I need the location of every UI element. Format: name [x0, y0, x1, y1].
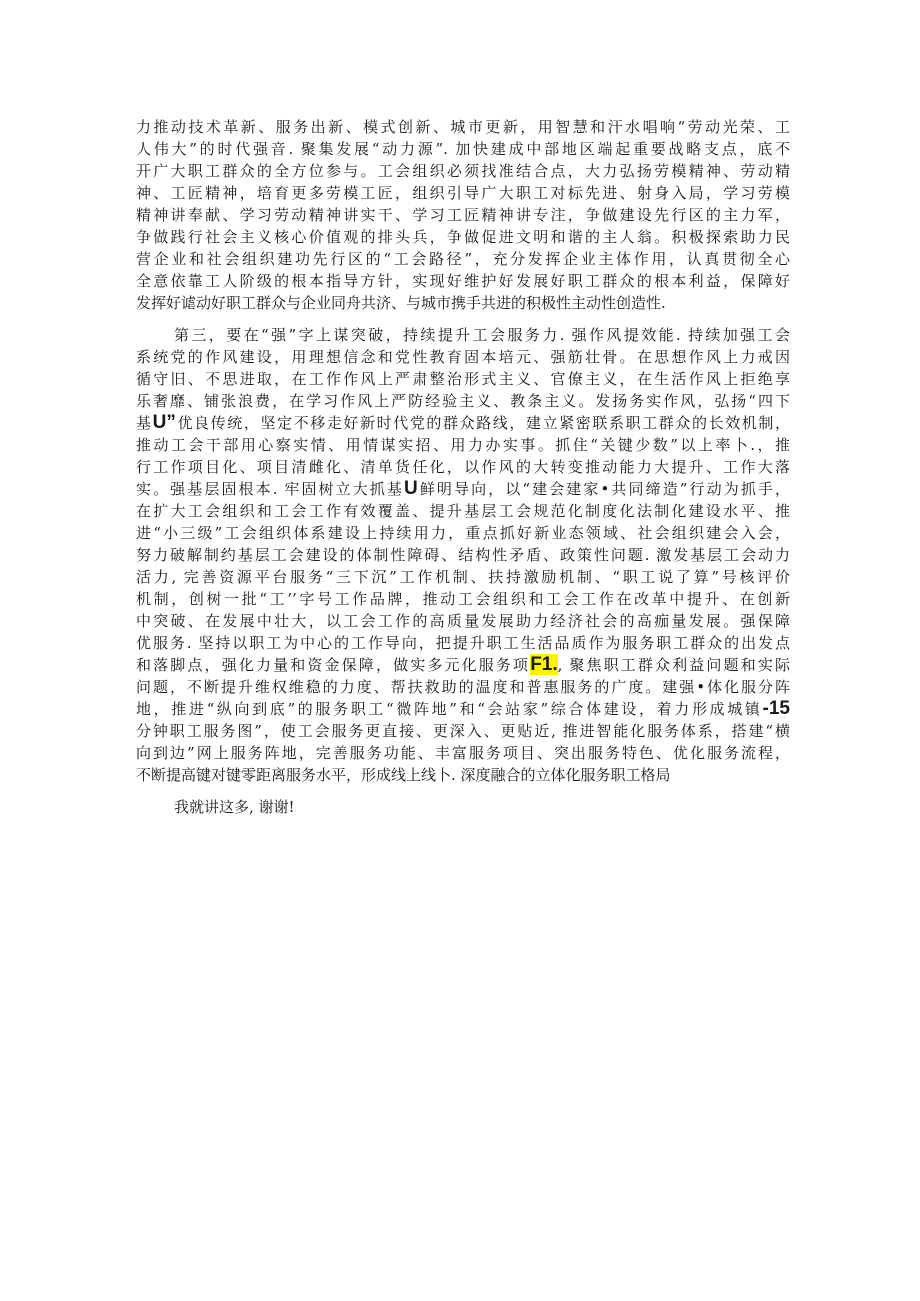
text-line: [136, 698, 790, 720]
text-line: 循守旧、不思进取，在工作作风上严肃整治形式主义、官僚主义，在生活作风上拒绝享: [136, 370, 790, 388]
text-fragment: 和落脚点，强化力量和资金保障，做实多元化服务项: [136, 656, 531, 674]
text-fragment: , 聚焦职工群众利益问题和实际: [557, 656, 790, 674]
text-line: 推动工会干部用心察实情、用情谋实招、用力办实事。抓住“关键少数”以上率卜.，推: [136, 436, 790, 454]
ocr-artifact: U: [404, 478, 418, 499]
text-fragment: 优良传统，坚定不移走好新时代党的群众路线，建立紧密联系职工群众的长效机制，: [175, 414, 790, 432]
closing-line: 我就讲这多, 谢谢!: [174, 798, 295, 816]
ocr-artifact: U”: [152, 412, 176, 433]
text-line: 不断提高键对键零距离服务水平，形成线上线卜. 深度融合的立体化服务职工格局: [136, 766, 671, 784]
text-line: 行工作项目化、项目清雌化、清单货任化，以作风的大转变推动能力大提升、工作大落: [136, 458, 790, 476]
text-line: 系统党的作风建设，用理想信念和党性教育固本培元、强筋壮骨。在思想作风上力戒因: [136, 348, 790, 366]
text-line: 向到边”网上服务阵地，完善服务功能、丰富服务项目、突出服务特色、优化服务流程，: [136, 744, 790, 762]
document-page: [136, 116, 790, 818]
text-line: 问题，不断提升维权维稳的力度、帮扶救助的温度和普惠服务的广度。建强•体化服分阵: [136, 678, 790, 696]
text-line: 发挥好谑动好职工群众与企业同舟共济、与城市携手共进的积极性主动性创造性.: [136, 294, 666, 312]
highlighted-artifact: F1.: [530, 654, 558, 675]
text-line: 活力, 完善资源平台服务“三下沉”工作机制、扶持激励机制、“职工说了算”号核评价: [136, 568, 790, 586]
text-line: 争做践行社会主义核心价值观的排头兵，争做促进文明和谐的主人翁。积极探索助力民: [136, 228, 790, 246]
text-line: 优服务. 坚持以职工为中心的工作导向，把提升职工生活品质作为服务职工群众的出发点: [136, 634, 790, 652]
ocr-artifact: -15: [762, 698, 790, 719]
text-line: 精神讲奉献、学习劳动精神讲实干、学习工匠精神讲专注，争做建设先行区的主力军，: [136, 206, 790, 224]
text-line: [136, 412, 790, 434]
text-line: 神、工匠精神，培育更多劳模工匠，组织引导广大职工对标先进、射身入局，学习劳模: [136, 184, 790, 202]
text-line: [136, 654, 790, 676]
text-line: [136, 478, 790, 500]
text-line: 第三，要在“强”字上谋突破，持续提升工会服务力. 强作风提效能. 持续加强工会: [174, 326, 790, 344]
text-line: 努力破解制约基层工会建设的体制性障碍、结构性矛盾、政策性问题. 激发基层工会动力: [136, 546, 790, 564]
text-line: 分钟职工服务图”，使工会服务更直接、更深入、更贴近, 推进智能化服务体系，搭建“横: [136, 722, 790, 740]
text-line: 全意依靠工人阶级的根本指导方针，实现好维护好发展好职工群众的根本利益，保障好: [136, 272, 790, 290]
paragraph-3: [136, 796, 790, 818]
text-fragment: 鲜明导向，以“建会建家•共同缔造”行动为抓手，: [417, 480, 791, 498]
text-fragment: 基: [136, 414, 153, 432]
text-line: 开广大职工群众的全方位参与。工会组织必须找准结合点，大力弘扬劳模精神、劳动精: [136, 162, 790, 180]
paragraph-1: [136, 116, 790, 314]
text-line: 力推动技术革新、服务出新、模式创新、城市更新，用智慧和汗水唱响“劳动光荣、工: [136, 118, 790, 136]
text-line: 在扩大工会组织和工会工作有效覆盖、提升基层工会规范化制度化法制化建设水平、推: [136, 502, 790, 520]
text-line: 人伟大”的时代强音. 聚集发展“动力源”. 加快建成中部地区端起重要战略支点，底不: [136, 140, 790, 158]
text-fragment: 实。强基层固根本. 牢固树立大抓基: [136, 480, 404, 498]
text-line: 营企业和社会组织建功先行区的“工会路径”，充分发挥企业主体作用，认真贯彻全心: [136, 250, 790, 268]
text-fragment: 地，推进“纵向到底”的服务职工“微阵地”和“会站家”综合体建设，着力形成城镇: [136, 700, 763, 718]
text-line: 乐奢靡、铺张浪费，在学习作风上严防经验主义、教条主义。发扬务实作风，弘扬“四下: [136, 392, 790, 410]
text-line: 进“小三级”工会组织体系建设上持续用力，重点抓好新业态领域、社会组织建会入会，: [136, 524, 790, 542]
text-line: 中突破、在发展中壮大，以工会工作的高质量发展助力经济社会的高痂量发展。强保障: [136, 612, 790, 630]
text-line: 机制，创树一批“工’’字号工作品牌，推动工会组织和工会工作在改革中提升、在创新: [136, 590, 790, 608]
paragraph-2: [136, 324, 790, 786]
